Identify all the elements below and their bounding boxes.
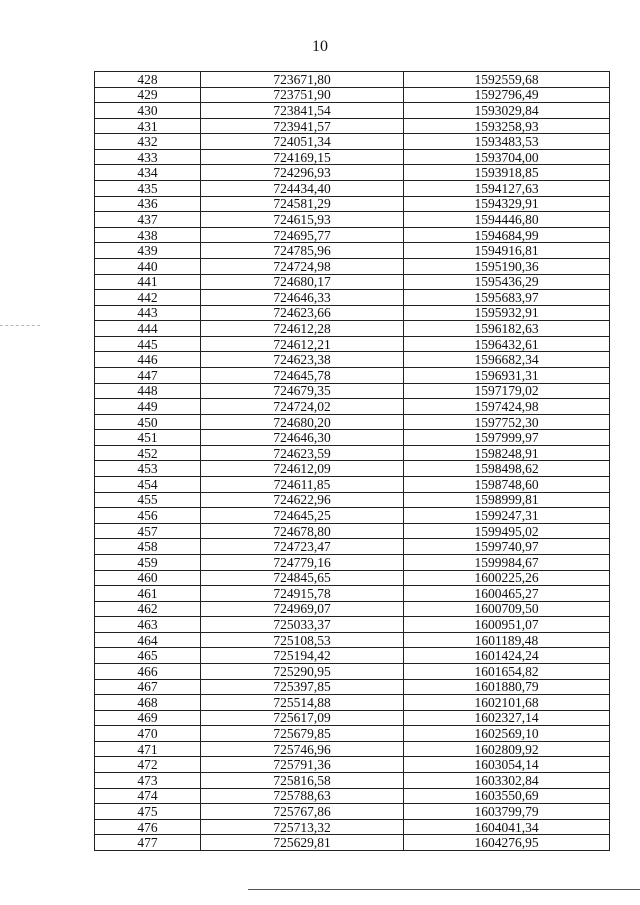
x-coordinate-cell: 724623,59	[201, 445, 404, 461]
x-coordinate-cell: 724646,30	[201, 430, 404, 446]
point-number-cell: 434	[95, 165, 201, 181]
x-coordinate-cell: 724680,17	[201, 274, 404, 290]
point-number-cell: 464	[95, 632, 201, 648]
table-row	[95, 196, 610, 212]
table-row	[95, 804, 610, 820]
table-row	[95, 118, 610, 134]
coordinates-table-body	[95, 72, 610, 851]
x-coordinate-cell: 725713,32	[201, 819, 404, 835]
point-number-cell: 431	[95, 118, 201, 134]
table-row	[95, 383, 610, 399]
y-coordinate-cell: 1600465,27	[404, 586, 610, 602]
x-coordinate-cell: 725617,09	[201, 710, 404, 726]
point-number-cell: 429	[95, 87, 201, 103]
table-row	[95, 508, 610, 524]
table-row	[95, 430, 610, 446]
table-row	[95, 134, 610, 150]
point-number-cell: 449	[95, 399, 201, 415]
point-number-cell: 459	[95, 554, 201, 570]
x-coordinate-cell: 724645,78	[201, 367, 404, 383]
table-row	[95, 352, 610, 368]
point-number-cell: 439	[95, 243, 201, 259]
point-number-cell: 473	[95, 773, 201, 789]
x-coordinate-cell: 725788,63	[201, 788, 404, 804]
x-coordinate-cell: 724646,33	[201, 290, 404, 306]
y-coordinate-cell: 1595436,29	[404, 274, 610, 290]
point-number-cell: 451	[95, 430, 201, 446]
x-coordinate-cell: 724612,21	[201, 336, 404, 352]
y-coordinate-cell: 1594916,81	[404, 243, 610, 259]
y-coordinate-cell: 1601654,82	[404, 663, 610, 679]
y-coordinate-cell: 1595932,91	[404, 305, 610, 321]
point-number-cell: 468	[95, 695, 201, 711]
y-coordinate-cell: 1602101,68	[404, 695, 610, 711]
table-row	[95, 741, 610, 757]
table-row	[95, 523, 610, 539]
table-row	[95, 258, 610, 274]
y-coordinate-cell: 1596931,31	[404, 367, 610, 383]
x-coordinate-cell: 724845,65	[201, 570, 404, 586]
point-number-cell: 443	[95, 305, 201, 321]
point-number-cell: 428	[95, 72, 201, 88]
x-coordinate-cell: 724695,77	[201, 227, 404, 243]
point-number-cell: 447	[95, 367, 201, 383]
table-row	[95, 227, 610, 243]
point-number-cell: 442	[95, 290, 201, 306]
x-coordinate-cell: 723671,80	[201, 72, 404, 88]
point-number-cell: 432	[95, 134, 201, 150]
point-number-cell: 456	[95, 508, 201, 524]
page-number: 10	[312, 38, 328, 55]
table-row	[95, 212, 610, 228]
table-row	[95, 632, 610, 648]
x-coordinate-cell: 724615,93	[201, 212, 404, 228]
table-row	[95, 695, 610, 711]
x-coordinate-cell: 724611,85	[201, 477, 404, 493]
point-number-cell: 453	[95, 461, 201, 477]
x-coordinate-cell: 725514,88	[201, 695, 404, 711]
x-coordinate-cell: 724051,34	[201, 134, 404, 150]
point-number-cell: 448	[95, 383, 201, 399]
table-row	[95, 274, 610, 290]
point-number-cell: 474	[95, 788, 201, 804]
point-number-cell: 433	[95, 149, 201, 165]
table-row	[95, 757, 610, 773]
y-coordinate-cell: 1599495,02	[404, 523, 610, 539]
y-coordinate-cell: 1599984,67	[404, 554, 610, 570]
x-coordinate-cell: 723841,54	[201, 103, 404, 119]
table-row	[95, 726, 610, 742]
y-coordinate-cell: 1600951,07	[404, 617, 610, 633]
table-row	[95, 601, 610, 617]
point-number-cell: 457	[95, 523, 201, 539]
y-coordinate-cell: 1598248,91	[404, 445, 610, 461]
table-row	[95, 663, 610, 679]
x-coordinate-cell: 724622,96	[201, 492, 404, 508]
scan-artifact-line	[0, 325, 40, 327]
y-coordinate-cell: 1603550,69	[404, 788, 610, 804]
y-coordinate-cell: 1592559,68	[404, 72, 610, 88]
point-number-cell: 440	[95, 258, 201, 274]
x-coordinate-cell: 725679,85	[201, 726, 404, 742]
x-coordinate-cell: 723941,57	[201, 118, 404, 134]
table-row	[95, 539, 610, 555]
x-coordinate-cell: 725791,36	[201, 757, 404, 773]
y-coordinate-cell: 1593029,84	[404, 103, 610, 119]
y-coordinate-cell: 1599740,97	[404, 539, 610, 555]
x-coordinate-cell: 724723,47	[201, 539, 404, 555]
table-row	[95, 103, 610, 119]
x-coordinate-cell: 724724,02	[201, 399, 404, 415]
table-row	[95, 367, 610, 383]
table-row	[95, 570, 610, 586]
x-coordinate-cell: 724645,25	[201, 508, 404, 524]
y-coordinate-cell: 1594684,99	[404, 227, 610, 243]
x-coordinate-cell: 724623,66	[201, 305, 404, 321]
x-coordinate-cell: 724724,98	[201, 258, 404, 274]
y-coordinate-cell: 1597424,98	[404, 399, 610, 415]
point-number-cell: 470	[95, 726, 201, 742]
table-row	[95, 586, 610, 602]
point-number-cell: 452	[95, 445, 201, 461]
point-number-cell: 462	[95, 601, 201, 617]
point-number-cell: 437	[95, 212, 201, 228]
table-row	[95, 290, 610, 306]
x-coordinate-cell: 724581,29	[201, 196, 404, 212]
point-number-cell: 430	[95, 103, 201, 119]
y-coordinate-cell: 1604041,34	[404, 819, 610, 835]
y-coordinate-cell: 1604276,95	[404, 835, 610, 851]
x-coordinate-cell: 724296,93	[201, 165, 404, 181]
point-number-cell: 446	[95, 352, 201, 368]
point-number-cell: 467	[95, 679, 201, 695]
table-row	[95, 835, 610, 851]
table-row	[95, 87, 610, 103]
y-coordinate-cell: 1598498,62	[404, 461, 610, 477]
y-coordinate-cell: 1600225,26	[404, 570, 610, 586]
x-coordinate-cell: 724623,38	[201, 352, 404, 368]
x-coordinate-cell: 723751,90	[201, 87, 404, 103]
y-coordinate-cell: 1599247,31	[404, 508, 610, 524]
table-row	[95, 819, 610, 835]
y-coordinate-cell: 1595683,97	[404, 290, 610, 306]
y-coordinate-cell: 1594127,63	[404, 181, 610, 197]
table-row	[95, 149, 610, 165]
x-coordinate-cell: 725397,85	[201, 679, 404, 695]
table-row	[95, 336, 610, 352]
y-coordinate-cell: 1593704,00	[404, 149, 610, 165]
table-row	[95, 788, 610, 804]
table-row	[95, 710, 610, 726]
point-number-cell: 466	[95, 663, 201, 679]
table-row	[95, 243, 610, 259]
point-number-cell: 463	[95, 617, 201, 633]
point-number-cell: 444	[95, 321, 201, 337]
table-row	[95, 617, 610, 633]
point-number-cell: 477	[95, 835, 201, 851]
x-coordinate-cell: 724434,40	[201, 181, 404, 197]
point-number-cell: 461	[95, 586, 201, 602]
point-number-cell: 455	[95, 492, 201, 508]
x-coordinate-cell: 724678,80	[201, 523, 404, 539]
y-coordinate-cell: 1601880,79	[404, 679, 610, 695]
y-coordinate-cell: 1598999,81	[404, 492, 610, 508]
table-row	[95, 399, 610, 415]
x-coordinate-cell: 725290,95	[201, 663, 404, 679]
y-coordinate-cell: 1603054,14	[404, 757, 610, 773]
point-number-cell: 436	[95, 196, 201, 212]
table-row	[95, 554, 610, 570]
y-coordinate-cell: 1602809,92	[404, 741, 610, 757]
x-coordinate-cell: 724612,09	[201, 461, 404, 477]
y-coordinate-cell: 1592796,49	[404, 87, 610, 103]
x-coordinate-cell: 725816,58	[201, 773, 404, 789]
x-coordinate-cell: 725746,96	[201, 741, 404, 757]
y-coordinate-cell: 1597179,02	[404, 383, 610, 399]
point-number-cell: 438	[95, 227, 201, 243]
point-number-cell: 476	[95, 819, 201, 835]
table-row	[95, 648, 610, 664]
y-coordinate-cell: 1603302,84	[404, 773, 610, 789]
table-row	[95, 72, 610, 88]
table-row	[95, 181, 610, 197]
x-coordinate-cell: 724612,28	[201, 321, 404, 337]
x-coordinate-cell: 724679,35	[201, 383, 404, 399]
footer-rule	[248, 889, 640, 890]
coordinates-table	[94, 71, 610, 851]
y-coordinate-cell: 1595190,36	[404, 258, 610, 274]
point-number-cell: 460	[95, 570, 201, 586]
y-coordinate-cell: 1601189,48	[404, 632, 610, 648]
point-number-cell: 471	[95, 741, 201, 757]
point-number-cell: 441	[95, 274, 201, 290]
table-row	[95, 477, 610, 493]
x-coordinate-cell: 725033,37	[201, 617, 404, 633]
x-coordinate-cell: 724915,78	[201, 586, 404, 602]
point-number-cell: 475	[95, 804, 201, 820]
y-coordinate-cell: 1602569,10	[404, 726, 610, 742]
y-coordinate-cell: 1593258,93	[404, 118, 610, 134]
y-coordinate-cell: 1600709,50	[404, 601, 610, 617]
x-coordinate-cell: 725108,53	[201, 632, 404, 648]
point-number-cell: 472	[95, 757, 201, 773]
table-row	[95, 414, 610, 430]
point-number-cell: 465	[95, 648, 201, 664]
point-number-cell: 435	[95, 181, 201, 197]
y-coordinate-cell: 1598748,60	[404, 477, 610, 493]
y-coordinate-cell: 1596682,34	[404, 352, 610, 368]
table-row	[95, 461, 610, 477]
y-coordinate-cell: 1594446,80	[404, 212, 610, 228]
x-coordinate-cell: 725194,42	[201, 648, 404, 664]
point-number-cell: 450	[95, 414, 201, 430]
table-row	[95, 165, 610, 181]
x-coordinate-cell: 724169,15	[201, 149, 404, 165]
x-coordinate-cell: 725767,86	[201, 804, 404, 820]
x-coordinate-cell: 725629,81	[201, 835, 404, 851]
table-row	[95, 679, 610, 695]
y-coordinate-cell: 1597999,97	[404, 430, 610, 446]
y-coordinate-cell: 1594329,91	[404, 196, 610, 212]
y-coordinate-cell: 1603799,79	[404, 804, 610, 820]
point-number-cell: 469	[95, 710, 201, 726]
x-coordinate-cell: 724785,96	[201, 243, 404, 259]
y-coordinate-cell: 1602327,14	[404, 710, 610, 726]
table-row	[95, 321, 610, 337]
point-number-cell: 458	[95, 539, 201, 555]
table-row	[95, 773, 610, 789]
table-row	[95, 305, 610, 321]
x-coordinate-cell: 724779,16	[201, 554, 404, 570]
y-coordinate-cell: 1593918,85	[404, 165, 610, 181]
y-coordinate-cell: 1593483,53	[404, 134, 610, 150]
y-coordinate-cell: 1596182,63	[404, 321, 610, 337]
y-coordinate-cell: 1596432,61	[404, 336, 610, 352]
y-coordinate-cell: 1597752,30	[404, 414, 610, 430]
point-number-cell: 445	[95, 336, 201, 352]
point-number-cell: 454	[95, 477, 201, 493]
table-row	[95, 445, 610, 461]
x-coordinate-cell: 724969,07	[201, 601, 404, 617]
table-row	[95, 492, 610, 508]
y-coordinate-cell: 1601424,24	[404, 648, 610, 664]
x-coordinate-cell: 724680,20	[201, 414, 404, 430]
